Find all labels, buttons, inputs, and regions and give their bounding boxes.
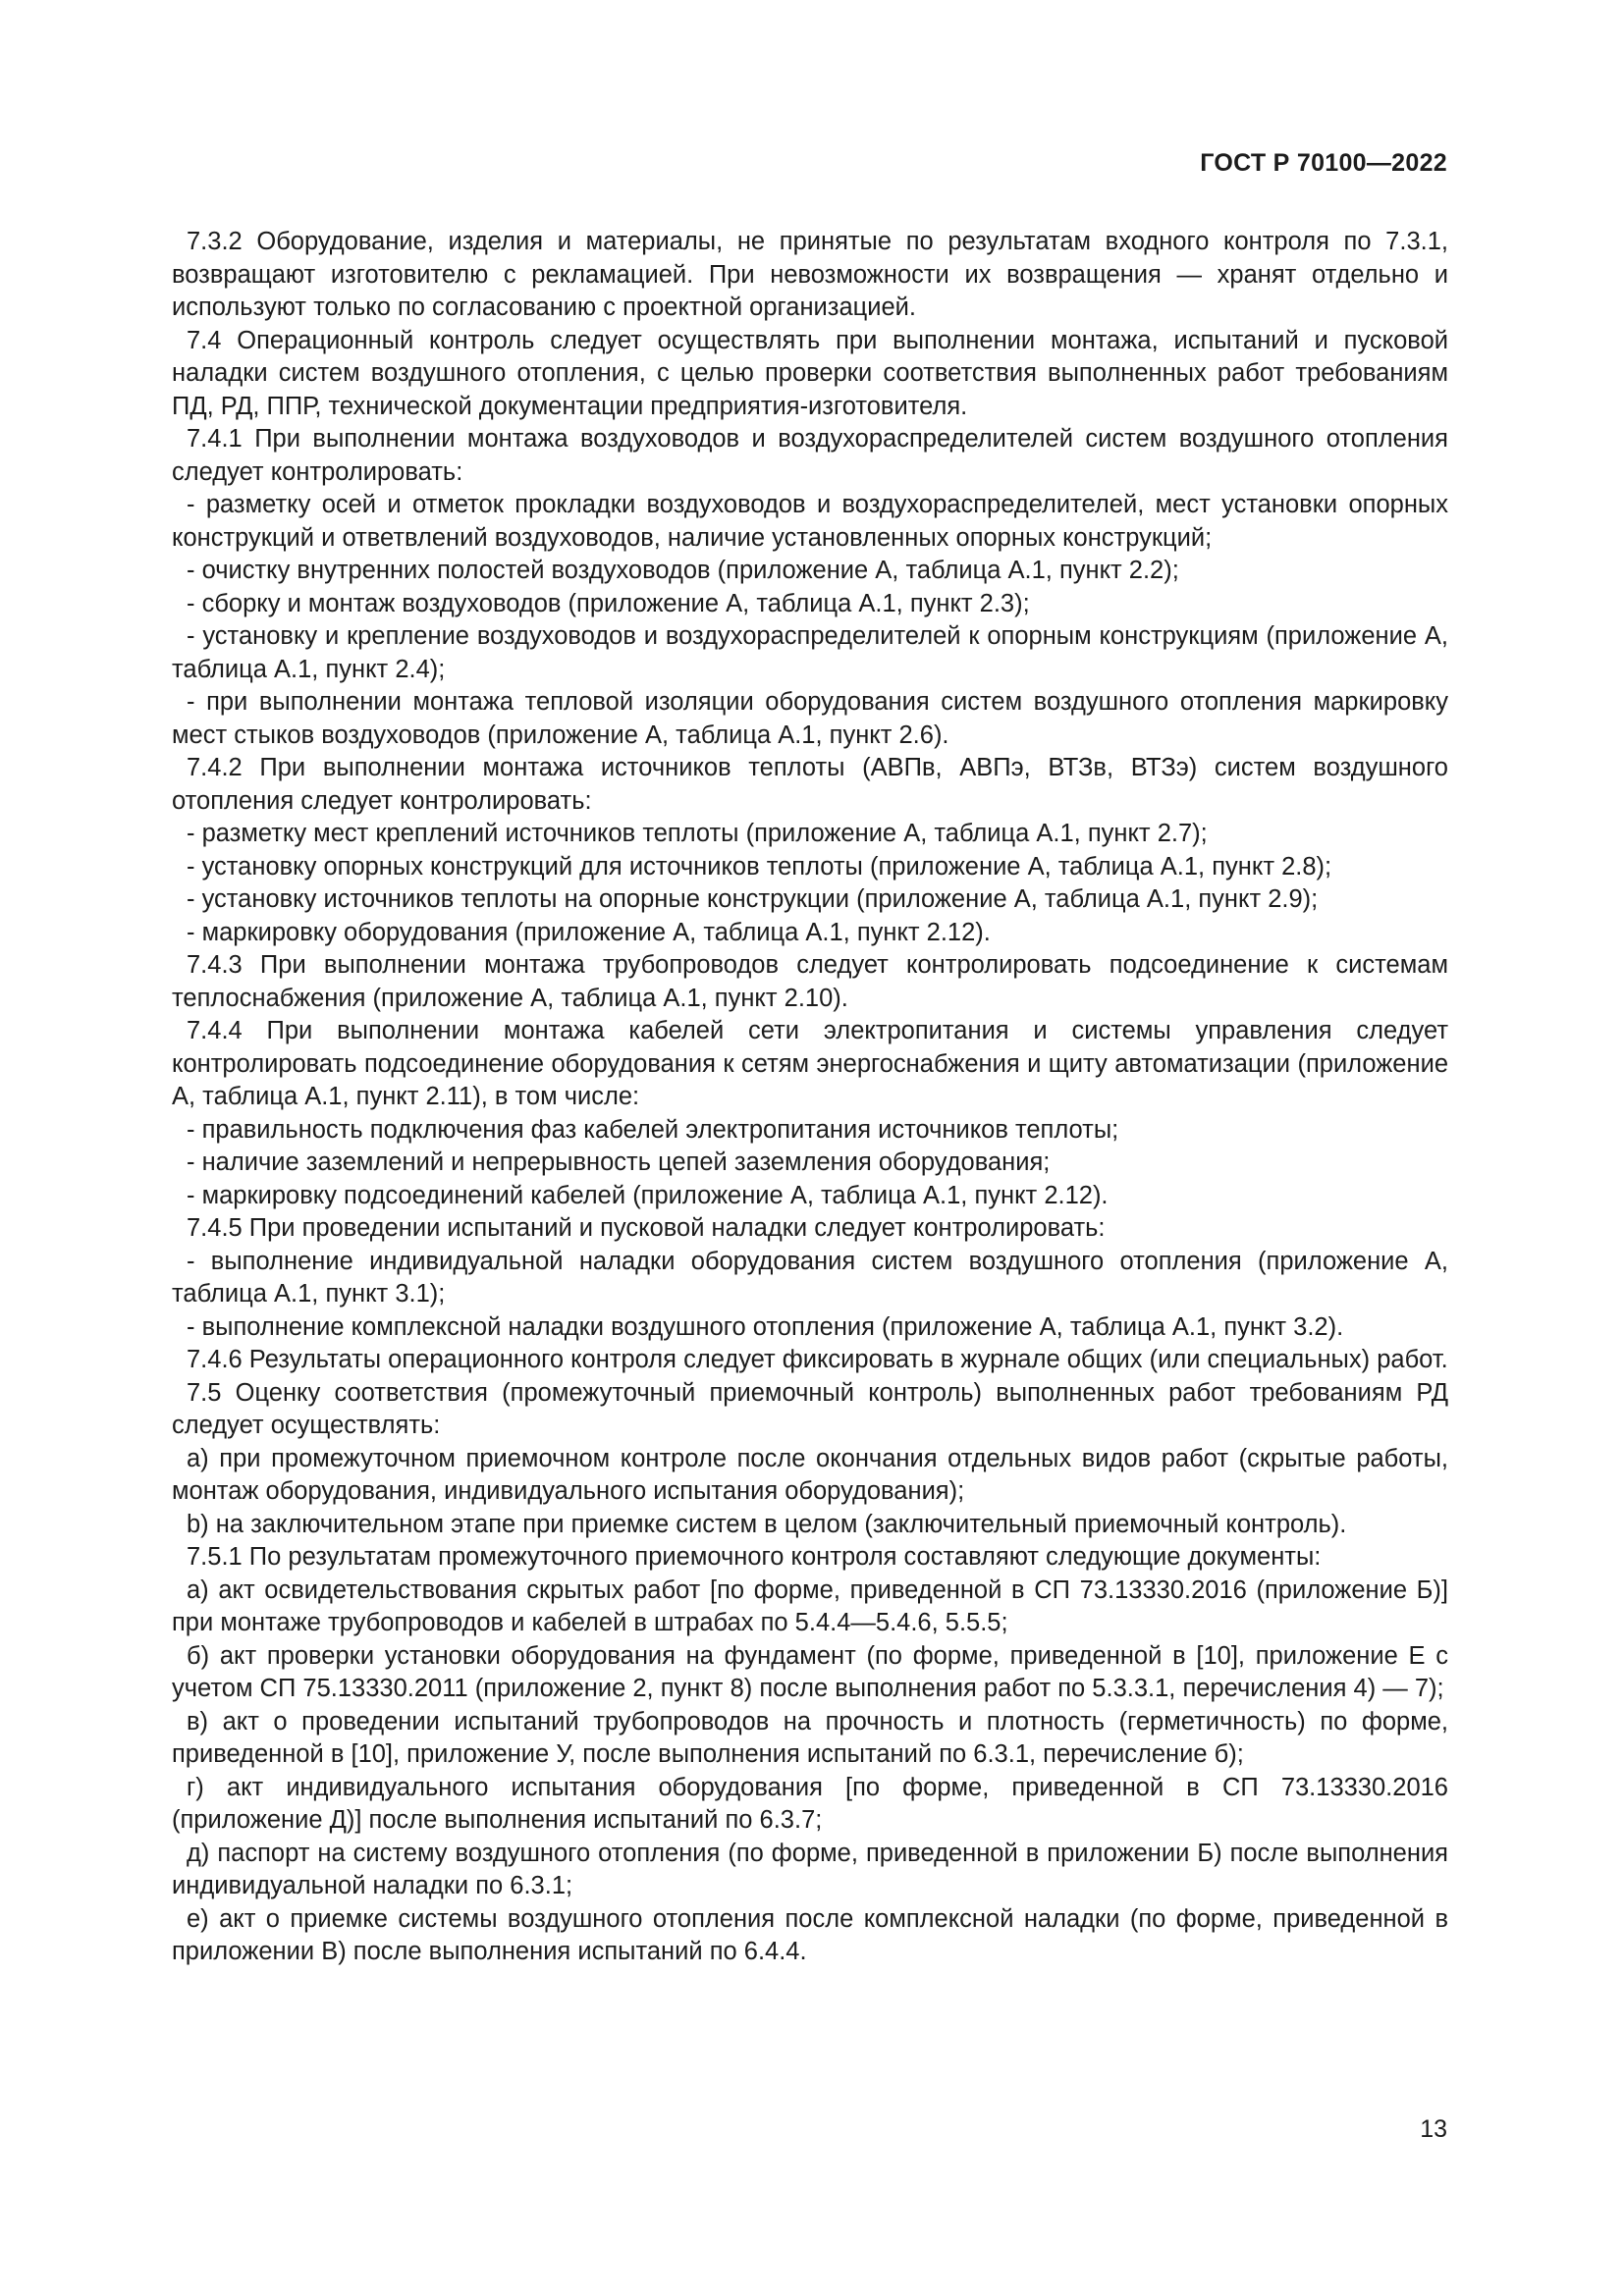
list-item: - установку и крепление воздуховодов и воздухораспределителей к опорным конструкциям (приложение А, таблица А.1, пункт 2.4); bbox=[172, 622, 1448, 683]
paragraph-7-3-2: 7.3.2 Оборудование, изделия и материалы, не принятые по результатам входного контроля по 7.3.1, возвращают изготовителю с рекламацией. При невозможности их возвращения — хранят отдельно и используют только по согласованию с проектной организацией. bbox=[172, 228, 1448, 321]
list-item: - маркировку подсоединений кабелей (приложение А, таблица А.1, пункт 2.12). bbox=[187, 1181, 1109, 1209]
list-item: b) на заключительном этапе при приемке систем в целом (заключительный приемочный контроль). bbox=[187, 1510, 1347, 1538]
list-item: - очистку внутренних полостей воздуховодов (приложение А, таблица А.1, пункт 2.2); bbox=[187, 557, 1179, 584]
list-item: - правильность подключения фаз кабелей электропитания источников теплоты; bbox=[187, 1115, 1119, 1144]
list-item: в) акт о проведении испытаний трубопроводов на прочность и плотность (герметичность) по форме, приведенной в [10], приложение У, после выполнения испытаний по 6.3.1, перечисление б); bbox=[172, 1707, 1448, 1768]
paragraph-7-5-1: 7.5.1 По результатам промежуточного приемочного контроля составляют следующие документы: bbox=[187, 1543, 1322, 1571]
paragraph-7-4-2: 7.4.2 При выполнении монтажа источников теплоты (АВПв, АВПэ, ВТЗв, ВТЗэ) систем воздушного отопления следует контролировать: bbox=[172, 754, 1448, 815]
document-body bbox=[172, 226, 1448, 1969]
paragraph-7-4: 7.4 Операционный контроль следует осуществлять при выполнении монтажа, испытаний и пусковой наладки систем воздушного отопления, с целью проверки соответствия выполненных работ требованиям ПД, РД, ППР, технической документации предприятия-изготовителя. bbox=[172, 326, 1448, 420]
paragraph-7-4-3: 7.4.3 При выполнении монтажа трубопроводов следует контролировать подсоединение к системам теплоснабжения (приложение А, таблица А.1, пункт 2.10). bbox=[172, 951, 1448, 1012]
list-item: г) акт индивидуального испытания оборудования [по форме, приведенной в СП 73.13330.2016 (приложение Д)] после выполнения испытаний по 6.3.7; bbox=[172, 1773, 1448, 1834]
list-item: - разметку мест креплений источников теплоты (приложение А, таблица А.1, пункт 2.7); bbox=[187, 820, 1208, 847]
list-item: б) акт проверки установки оборудования на фундамент (по форме, приведенной в [10], приложение Е с учетом СП 75.13330.2011 (приложение 2, пункт 8) после выполнения работ по 5.3.3.1, перечисления 4) — 7); bbox=[172, 1641, 1448, 1702]
list-item: е) акт о приемке системы воздушного отопления после комплексной наладки (по форме, приведенной в приложении В) после выполнения испытаний по 6.4.4. bbox=[172, 1904, 1448, 1965]
list-item: a) при промежуточном приемочном контроле после окончания отдельных видов работ (скрытые работы, монтаж оборудования, индивидуального испытания оборудования); bbox=[172, 1444, 1448, 1505]
list-item: - установку источников теплоты на опорные конструкции (приложение А, таблица А.1, пункт 2.9); bbox=[187, 885, 1319, 913]
paragraph-7-5: 7.5 Оценку соответствия (промежуточный приемочный контроль) выполненных работ требованиям РД следует осуществлять: bbox=[172, 1378, 1448, 1439]
page-number: 13 bbox=[1420, 2115, 1447, 2143]
list-item: - сборку и монтаж воздуховодов (приложение А, таблица А.1, пункт 2.3); bbox=[187, 589, 1030, 617]
paragraph-7-4-4: 7.4.4 При выполнении монтажа кабелей сети электропитания и системы управления следует контролировать подсоединение оборудования к сетям энергоснабжения и щиту автоматизации (приложение А, таблица А.1, пункт 2.11), в том числе: bbox=[172, 1017, 1448, 1110]
list-item: - установку опорных конструкций для источников теплоты (приложение А, таблица А.1, пункт 2.8); bbox=[187, 852, 1332, 881]
list-item: - при выполнении монтажа тепловой изоляции оборудования систем воздушного отопления маркировку мест стыков воздуховодов (приложение А, таблица А.1, пункт 2.6). bbox=[172, 688, 1448, 749]
list-item: д) паспорт на систему воздушного отопления (по форме, приведенной в приложении Б) после выполнения индивидуальной наладки по 6.3.1; bbox=[172, 1839, 1448, 1899]
list-item: - выполнение индивидуальной наладки оборудования систем воздушного отопления (приложение А, таблица А.1, пункт 3.1); bbox=[172, 1247, 1448, 1308]
list-item: - разметку осей и отметок прокладки воздуховодов и воздухораспределителей, мест установки опорных конструкций и ответвлений воздуховодов, наличие установленных опорных конструкций; bbox=[172, 491, 1448, 552]
list-item: а) акт освидетельствования скрытых работ [по форме, приведенной в СП 73.13330.2016 (приложение Б)] при монтаже трубопроводов и кабелей в штрабах по 5.4.4—5.4.6, 5.5.5; bbox=[172, 1575, 1448, 1636]
list-item: - маркировку оборудования (приложение А, таблица А.1, пункт 2.12). bbox=[187, 918, 991, 946]
paragraph-7-4-5: 7.4.5 При проведении испытаний и пусковой наладки следует контролировать: bbox=[187, 1214, 1106, 1242]
list-item: - выполнение комплексной наладки воздушного отопления (приложение А, таблица А.1, пункт 3.2). bbox=[187, 1312, 1344, 1341]
paragraph-7-4-1: 7.4.1 При выполнении монтажа воздуховодов и воздухораспределителей систем воздушного отопления следует контролировать: bbox=[172, 425, 1448, 486]
list-item: - наличие заземлений и непрерывность цепей заземления оборудования; bbox=[187, 1148, 1051, 1176]
paragraph-7-4-6: 7.4.6 Результаты операционного контроля следует фиксировать в журнале общих (или специальных) работ. bbox=[187, 1346, 1448, 1373]
document-id: ГОСТ Р 70100—2022 bbox=[1200, 149, 1447, 177]
